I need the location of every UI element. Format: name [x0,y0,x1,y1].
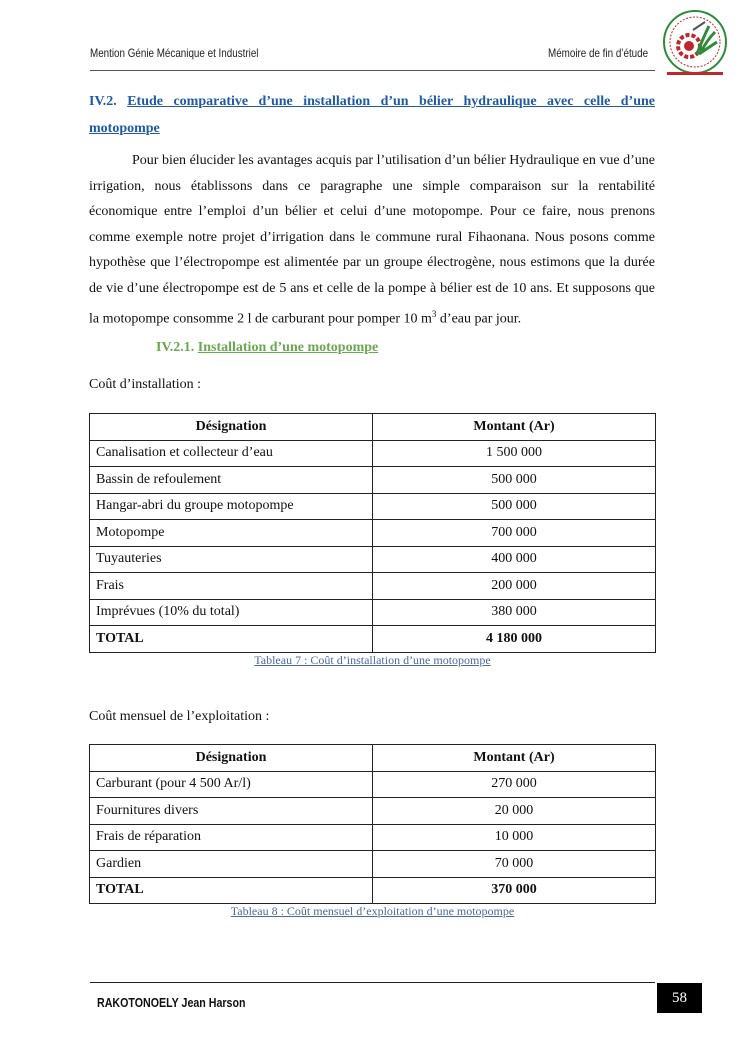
superscript: 3 [431,308,437,319]
cell-amount: 200 000 [373,573,656,600]
table-row [90,824,656,851]
table-row [90,440,656,467]
subsection-title-link[interactable]: Installation d’une motopompe [197,340,379,355]
table2-label: Coût mensuel de l’exploitation : [89,709,270,724]
header-amount: Montant (Ar) [373,745,656,772]
monthly-cost-table [89,744,656,904]
footer-divider [90,982,655,983]
installation-cost-table [89,413,656,653]
table-row [90,599,656,626]
cell-designation: Motopompe [90,520,373,547]
cell-designation: Tuyauteries [90,546,373,573]
cell-amount: 500 000 [373,493,656,520]
section-title [89,88,655,142]
paragraph-text-end: d’eau par jour. [436,311,522,327]
table-row [90,573,656,600]
header-divider [90,70,655,71]
intro-paragraph [89,148,655,332]
cell-designation: Frais de réparation [90,824,373,851]
cell-amount: 10 000 [373,824,656,851]
footer-author: RAKOTONOELY Jean Harson [97,995,246,1010]
page-number: 58 [657,983,702,1013]
cell-designation: Frais [90,573,373,600]
header-right: Mémoire de fin d’étude [548,46,649,60]
table1-label: Coût d’installation : [89,377,201,392]
header-amount: Montant (Ar) [373,414,656,441]
cell-designation: Fournitures divers [90,798,373,825]
total-row [90,626,656,653]
section-title-link[interactable]: Etude comparative d’une installation d’un bélier hydraulique avec celle d’une motopompe [89,94,656,136]
cell-amount: 500 000 [373,467,656,494]
total-row [90,877,656,904]
total-amount: 370 000 [373,877,656,904]
cell-amount: 20 000 [373,798,656,825]
total-label: TOTAL [90,877,373,904]
cell-amount: 400 000 [373,546,656,573]
section-number: IV.2. [89,94,117,109]
cell-amount: 270 000 [373,771,656,798]
table-header-row [90,414,656,441]
header-left: Mention Génie Mécanique et Industriel [90,46,259,60]
cell-designation: Imprévues (10% du total) [90,599,373,626]
cell-designation: Canalisation et collecteur d’eau [90,440,373,467]
table-row [90,467,656,494]
paragraph-text: Pour bien élucider les avantages acquis par l’utilisation d’un bélier Hydraulique en vue d’une irrigation, nous établissons dans ce paragraphe une simple comparaison sur la rentabilité économique entre l’emploi d’un bélier et celui d’une motopompe. Pour ce faire, nous prenons comme exemple notre projet d’irrigation dans le commune rural Fihaonana. Nous posons comme hypothèse que l’électropompe est alimentée par un groupe électrogène, nous estimons que la durée de vie d’une électropompe est de 5 ans et celle de la pompe à bélier est de 10 ans. Et supposons que la motopompe consomme 2 l de carburant pour pomper 10 m [89,153,655,327]
cell-designation: Gardien [90,851,373,878]
table1-caption: Tableau 7 : Coût d’installation d’une motopompe [254,653,491,667]
school-emblem-icon [659,8,731,80]
total-label: TOTAL [90,626,373,653]
cell-designation: Carburant (pour 4 500 Ar/l) [90,771,373,798]
table-header-row [90,745,656,772]
cell-designation: Hangar-abri du groupe motopompe [90,493,373,520]
cell-amount: 700 000 [373,520,656,547]
cell-amount: 70 000 [373,851,656,878]
table-row [90,493,656,520]
header-designation: Désignation [90,414,373,441]
cell-amount: 380 000 [373,599,656,626]
table2-caption: Tableau 8 : Coût mensuel d’exploitation d’une motopompe [230,904,515,918]
table-row [90,520,656,547]
table-row [90,798,656,825]
header-designation: Désignation [90,745,373,772]
total-amount: 4 180 000 [373,626,656,653]
subsection-number: IV.2.1. [156,340,195,355]
subsection-title [156,340,378,356]
table-row [90,771,656,798]
table-row [90,851,656,878]
cell-designation: Bassin de refoulement [90,467,373,494]
cell-amount: 1 500 000 [373,440,656,467]
table-row [90,546,656,573]
